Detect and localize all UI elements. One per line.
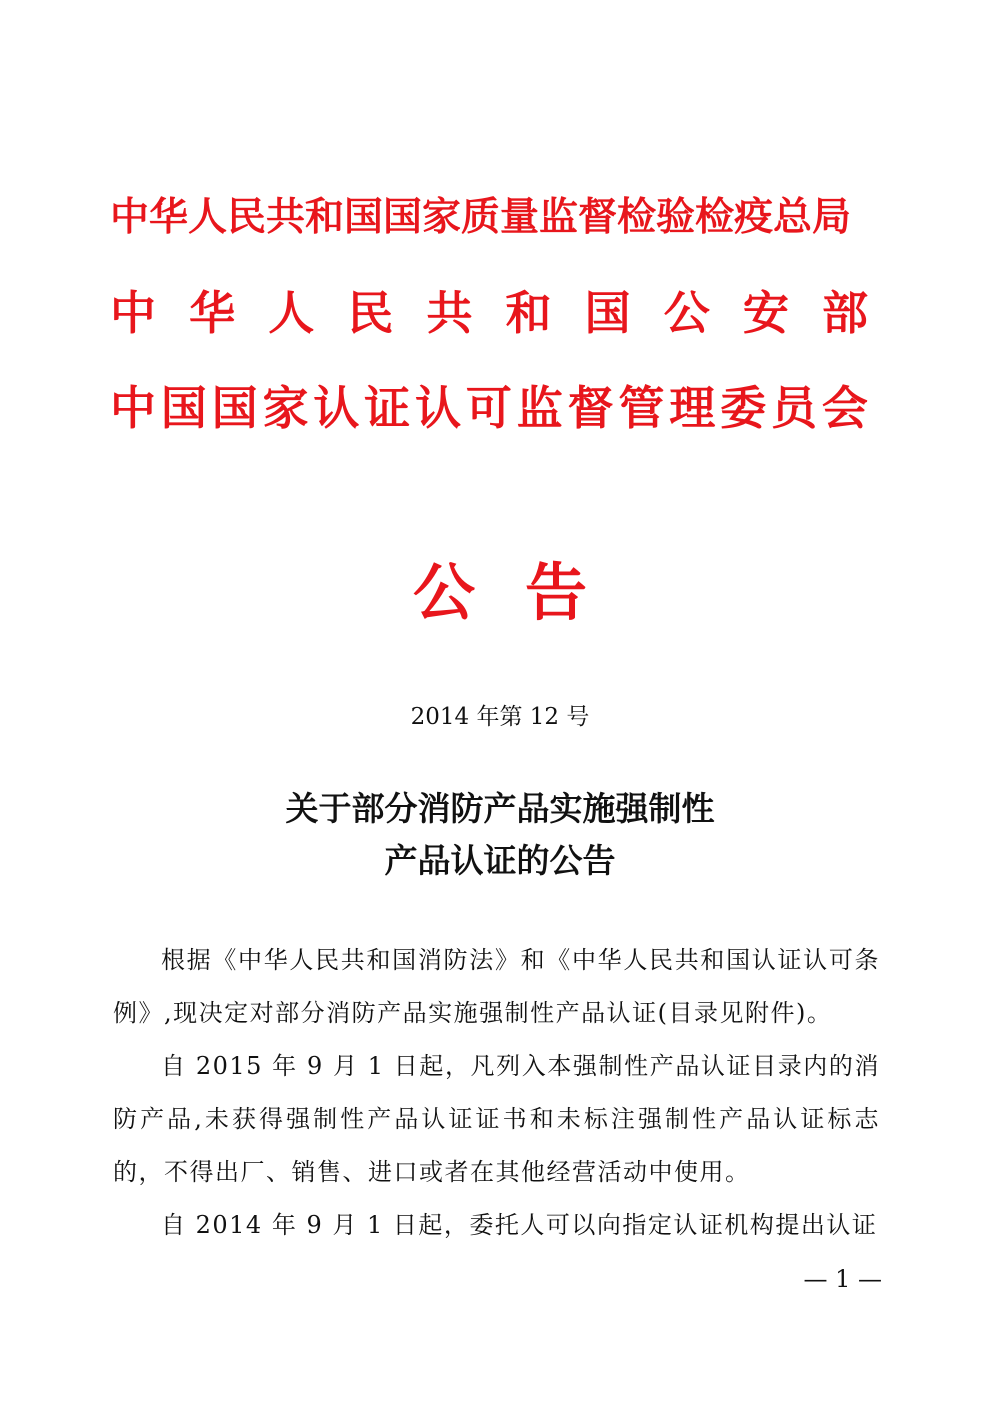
- issuer-aqsiq: 中华人民共和国国家质量监督检验检疫总局: [110, 195, 852, 240]
- document-body: [113, 934, 880, 1252]
- notice-title: 公告: [412, 556, 637, 629]
- body-paragraph-1: 根据《中华人民共和国消防法》和《中华人民共和国认证认可条例》,现决定对部分消防产品实施强制性产品认证(目录见附件)。: [113, 946, 880, 1027]
- issuer-ministry-of-public-security: 中 华 人 民 共 和 国 公 安 部: [110, 286, 868, 340]
- headline-line-2: 产品认证的公告: [384, 841, 616, 880]
- headline-line-1: 关于部分消防产品实施强制性: [285, 789, 715, 828]
- page-number: — 1 —: [803, 1265, 882, 1293]
- issuer-cnca: 中 国 国 家 认 证 认 可 监 督 管 理 委 员 会: [110, 381, 868, 435]
- body-paragraph-2: 自 2015 年 9 月 1 日起，凡列入本强制性产品认证目录内的消防产品,未获得强制性产品认证证书和未标注强制性产品认证标志的，不得出厂、销售、进口或者在其他经营活动中使用。: [113, 1052, 880, 1186]
- document-number: 2014 年第 12 号: [410, 704, 590, 730]
- body-paragraph-3: 自 2014 年 9 月 1 日起，委托人可以向指定认证机构提出认证: [161, 1211, 878, 1239]
